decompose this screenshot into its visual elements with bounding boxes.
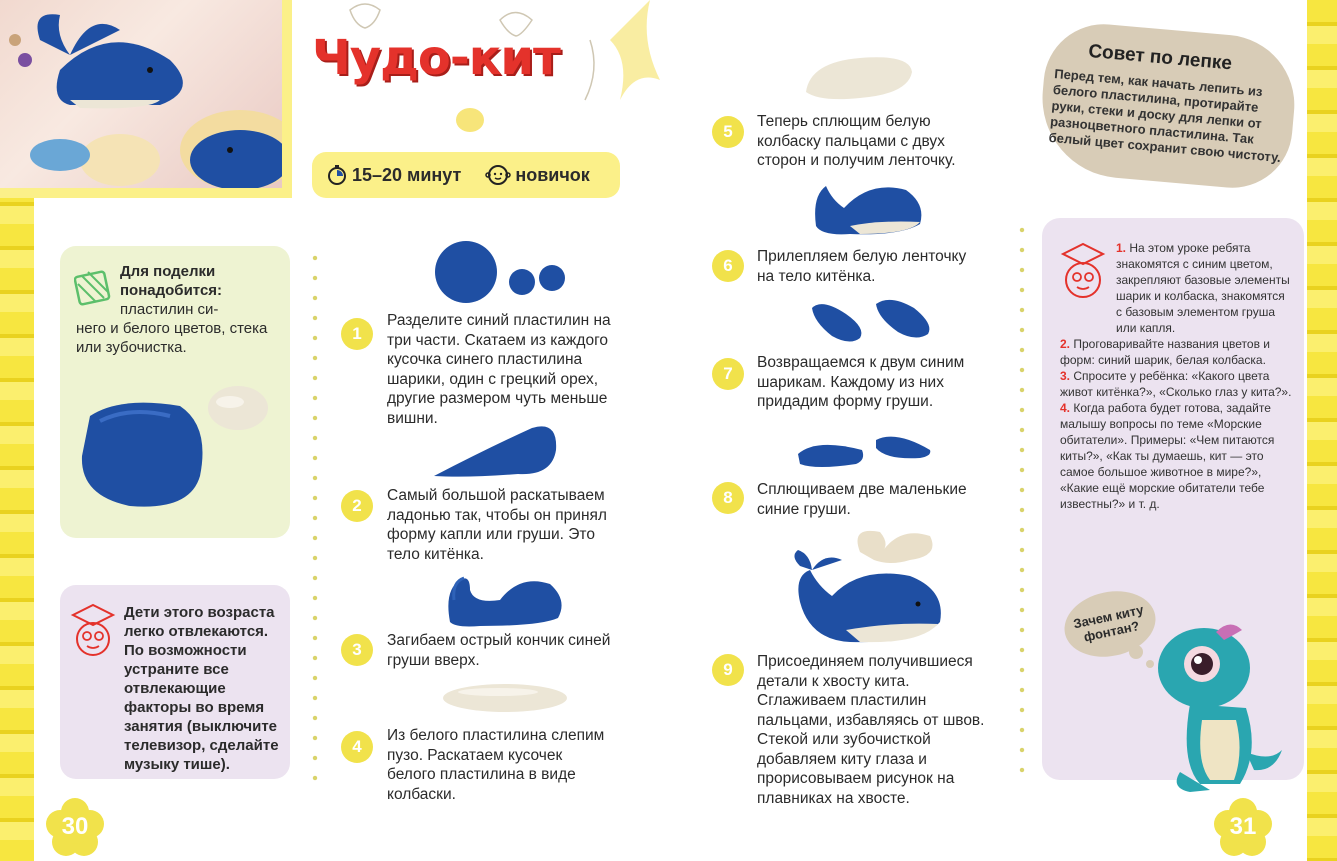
column-divider-left [312, 248, 318, 788]
duration [326, 164, 461, 186]
teacher-notes-list [1060, 240, 1292, 512]
parent-tip-text: Дети этого возраста легко отвлекаются. По возможности устраните все отвлекающие факторы во время занятия (выключите телевизор, сделайте музыку тише). [124, 604, 279, 773]
note-number: 3. [1060, 369, 1071, 383]
duration-text: 15–20 минут [352, 164, 462, 185]
step-text-8: Сплющиваем две маленькие синие груши. [757, 481, 967, 518]
note-text: Спросите у ребёнка: «Какого цвета живот китёнка?», «Сколько глаз у кита?». [1060, 369, 1292, 399]
step-text-5: Теперь сплющим белую колбаску пальцами с двух сторон и получим ленточку. [757, 113, 956, 169]
step-text-6: Прилепляем белую ленточку на тело китёнка. [757, 248, 967, 285]
note-text: На этом уроке ребята знакомятся с синим цветом, закрепляют базовые элементы шарик и колбаска, знакомятся с базовым элементом груша или капля. [1116, 241, 1290, 335]
step-number-7: 7 [712, 358, 744, 390]
step1-balls-illustration [430, 238, 570, 308]
step-text-1: Разделите синий пластилин на три части. Скатаем из каждого кусочка синего пластилина шарики, один с грецкий орех, другие размером чуть меньше вишни. [387, 312, 611, 427]
advice-text: Перед тем, как начать лепить из белого пластилина, протирайте руки, стеки и доску для лепки от разноцветного пластилина. Так белый цвет сохранит свою чистоту. [1048, 66, 1282, 165]
note-number: 4. [1060, 401, 1071, 415]
page-number-left [46, 798, 104, 856]
note-text: Проговаривайте названия цветов и форм: синий шарик, белая колбаска. [1060, 337, 1270, 367]
page-number-right-text: 31 [1229, 813, 1257, 840]
difficulty-text: новичок [515, 164, 590, 185]
whale-photo [0, 0, 292, 198]
step-number-3: 3 [341, 634, 373, 666]
lesson-meta-bar [312, 152, 620, 198]
step-number-1: 1 [341, 318, 373, 350]
step-text-7: Возвращаемся к двум синим шарикам. Каждому из них придадим форму груши. [757, 354, 965, 410]
supplies-heading: Для поделки понадобится: [120, 263, 223, 299]
plasticine-pack-icon [74, 262, 112, 306]
teacher-icon [68, 601, 118, 661]
note-number: 2. [1060, 337, 1071, 351]
step-text-3: Загибаем острый кончик синей груши вверх. [387, 632, 611, 669]
step4-white-sausage-illustration [440, 680, 570, 716]
step-text-2: Самый большой раскатываем ладонью так, чтобы он принял форму капли или груши. Это тело китёнка. [387, 487, 607, 563]
page-number-left-text: 30 [61, 813, 89, 840]
step9-finished-whale-illustration [790, 526, 950, 650]
parent-tip-card [60, 585, 290, 779]
supplies-text-rest: него и белого цветов, стека или зубочистка. [76, 320, 268, 356]
page-number-right [1214, 798, 1272, 856]
page-title: Чудо-кит [312, 30, 560, 86]
yellow-plasticine-border-right [1307, 0, 1337, 861]
supplies-text [120, 262, 280, 319]
step2-drop-illustration [428, 420, 568, 484]
step-number-2: 2 [341, 490, 373, 522]
step-number-8: 8 [712, 482, 744, 514]
step3-curved-drop-illustration [440, 560, 570, 630]
note-item-3 [1060, 368, 1292, 400]
stopwatch-icon [326, 164, 348, 186]
step7-pears-illustration [806, 294, 936, 348]
note-item-4 [1060, 400, 1292, 512]
step-text-4: Из белого пластилина слепим пузо. Раскатаем кусочек белого пластилина в виде колбаски. [387, 727, 605, 803]
step8-flat-pears-illustration [796, 430, 936, 476]
yellow-plasticine-border-left [0, 180, 34, 861]
baby-face-icon [485, 164, 511, 186]
note-number: 1. [1116, 241, 1127, 255]
plasticine-pieces-illustration [70, 376, 280, 526]
step5-ribbon-illustration [800, 52, 920, 106]
step-number-6: 6 [712, 250, 744, 282]
supplies-text-first: пластилин си- [120, 301, 219, 318]
step-number-9: 9 [712, 654, 744, 686]
step-number-4: 4 [341, 731, 373, 763]
modeling-advice-card [1036, 19, 1300, 192]
seashell-decoration [320, 0, 700, 140]
note-item-2 [1060, 336, 1292, 368]
advice-heading: Совет по лепке [1087, 40, 1233, 75]
note-item-1 [1060, 240, 1292, 336]
step-text-9: Присоединяем получившиеся детали к хвосту кита. Сглаживаем пластилин пальцами, избавляясь от швов. Стекой или зубочисткой добавляем киту глаза и прорисовываем рисунок на плавниках на хвосте. [757, 653, 985, 807]
difficulty [485, 164, 589, 186]
step-number-5: 5 [712, 116, 744, 148]
column-divider-right [1019, 220, 1025, 780]
thought-bubble: Зачем киту фонтан? [1058, 583, 1161, 665]
step6-body-with-belly-illustration [810, 176, 930, 240]
note-text: Когда работа будет готова, задайте малышу вопросы по теме «Морские обитатели». Примеры: «Чем питаются киты?», «Как ты думаешь, кит — это самое большое животное в мире?», «Какие ещё морские обитатели тебе известны?» и т. д. [1060, 401, 1275, 511]
dragon-mascot-illustration [1150, 612, 1290, 798]
supplies-card [60, 246, 290, 538]
